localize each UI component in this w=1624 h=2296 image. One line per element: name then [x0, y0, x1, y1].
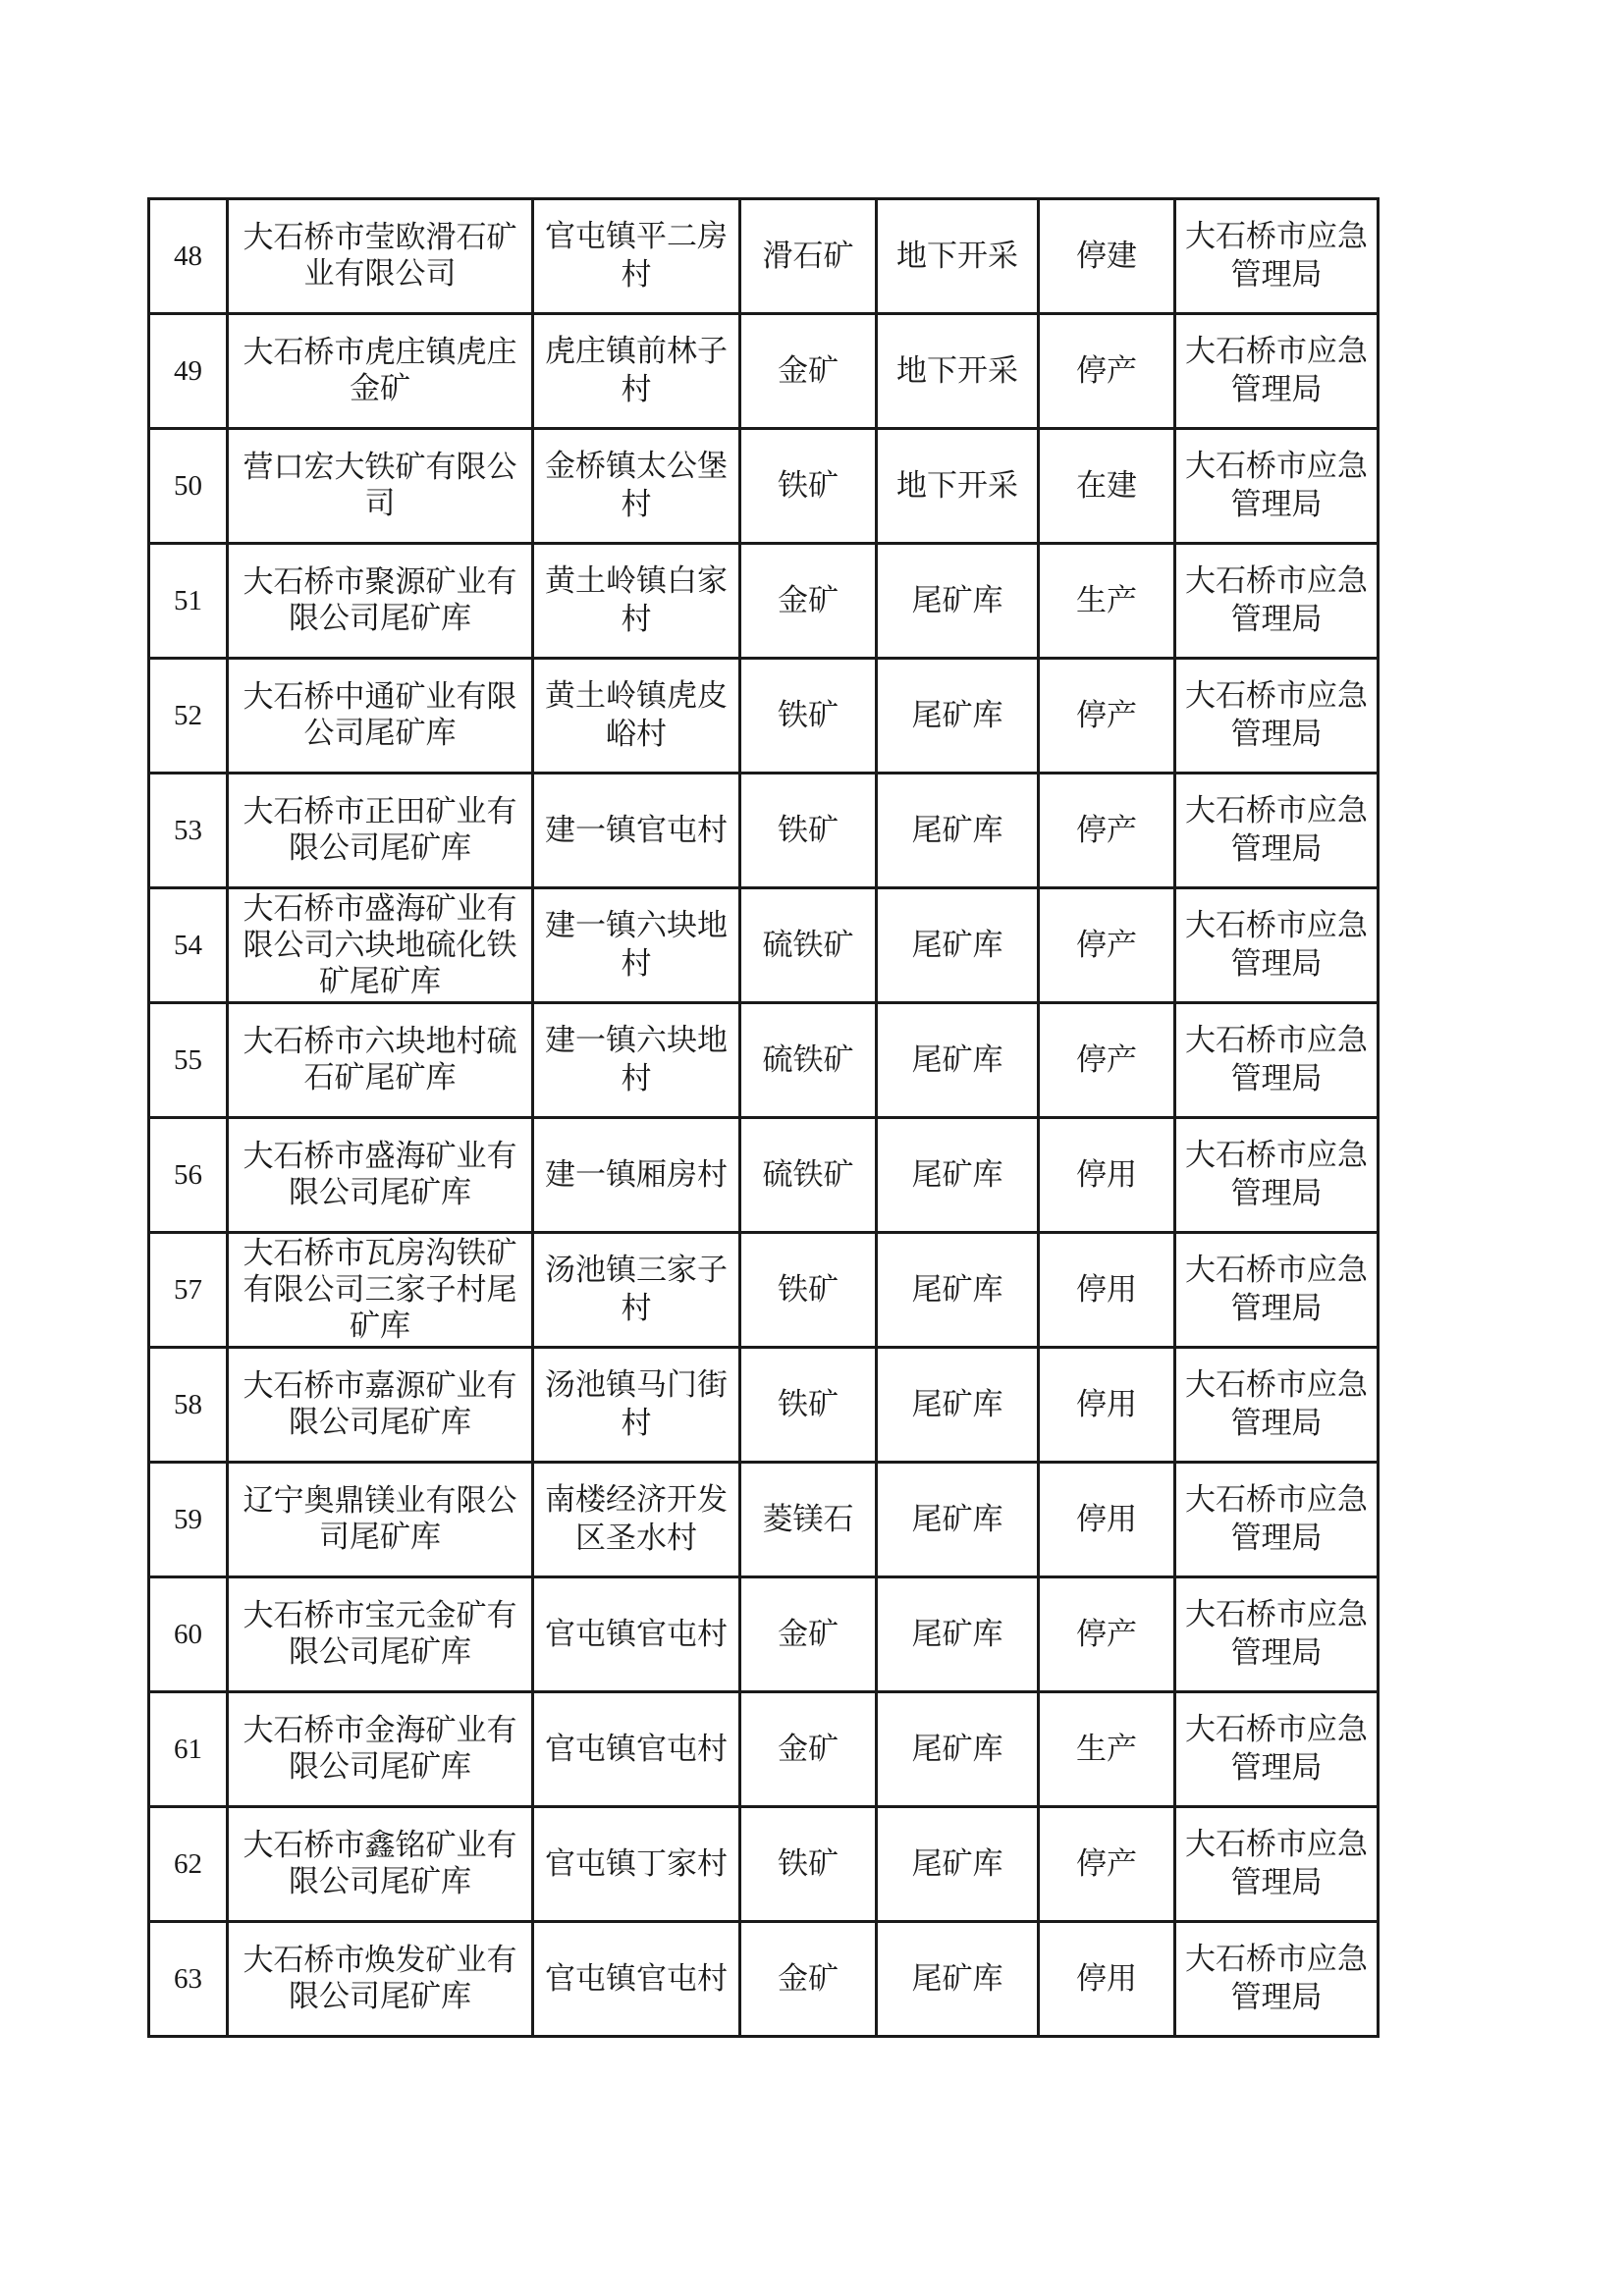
company-name-cell — [228, 1463, 533, 1577]
operation-status: 停用 — [1076, 1386, 1137, 1422]
row-number-cell — [149, 1807, 228, 1922]
row-number-cell — [149, 1233, 228, 1348]
location: 汤池镇马门街村 — [545, 1367, 728, 1441]
row-number: 51 — [174, 584, 202, 616]
company-name: 大石桥市聚源矿业有限公司尾矿库 — [243, 564, 517, 636]
mineral-type-cell — [740, 1463, 877, 1577]
mineral-type-cell — [740, 544, 877, 659]
mining-method-cell — [877, 659, 1039, 774]
company-name: 大石桥市瓦房沟铁矿有限公司三家子村尾矿库 — [243, 1235, 517, 1344]
mining-method-cell — [877, 774, 1039, 888]
operation-status-cell — [1039, 1463, 1175, 1577]
mineral-type: 滑石矿 — [762, 238, 854, 274]
operation-status: 停产 — [1076, 1845, 1137, 1882]
mineral-type: 铁矿 — [778, 1845, 839, 1882]
operation-status-cell — [1039, 1118, 1175, 1233]
supervising-authority: 大石桥市应急管理局 — [1185, 1712, 1368, 1786]
supervising-authority-cell — [1175, 544, 1379, 659]
location-cell — [533, 314, 740, 429]
mineral-type-cell — [740, 1118, 877, 1233]
mining-method: 尾矿库 — [911, 1731, 1003, 1767]
table-row — [149, 1807, 1379, 1922]
operation-status: 停用 — [1076, 1271, 1137, 1308]
mining-method: 尾矿库 — [911, 582, 1003, 618]
table-row — [149, 1922, 1379, 2037]
supervising-authority: 大石桥市应急管理局 — [1185, 1367, 1368, 1441]
location-cell — [533, 429, 740, 544]
operation-status: 在建 — [1076, 467, 1137, 504]
location-cell — [533, 659, 740, 774]
location-cell — [533, 1807, 740, 1922]
location: 建一镇厢房村 — [545, 1156, 728, 1193]
mineral-type-cell — [740, 774, 877, 888]
mining-method: 地下开采 — [896, 467, 1018, 504]
table-row — [149, 774, 1379, 888]
mineral-type-cell — [740, 888, 877, 1003]
location-cell — [533, 1233, 740, 1348]
supervising-authority: 大石桥市应急管理局 — [1185, 563, 1368, 637]
supervising-authority: 大石桥市应急管理局 — [1185, 1482, 1368, 1556]
row-number: 62 — [174, 1847, 202, 1880]
operation-status-cell — [1039, 659, 1175, 774]
location-cell — [533, 1692, 740, 1807]
company-name-cell — [228, 659, 533, 774]
row-number: 63 — [174, 1962, 202, 1995]
operation-status-cell — [1039, 1692, 1175, 1807]
location-cell — [533, 1463, 740, 1577]
row-number: 60 — [174, 1618, 202, 1650]
row-number: 53 — [174, 814, 202, 846]
location: 黄土岭镇白家村 — [545, 563, 728, 637]
location: 建一镇官屯村 — [545, 812, 728, 848]
company-name-cell — [228, 314, 533, 429]
operation-status-cell — [1039, 1577, 1175, 1692]
supervising-authority: 大石桥市应急管理局 — [1185, 1253, 1368, 1326]
company-name: 大石桥市正田矿业有限公司尾矿库 — [243, 794, 517, 866]
row-number-cell — [149, 199, 228, 314]
location-cell — [533, 199, 740, 314]
mining-method: 尾矿库 — [911, 1041, 1003, 1078]
mineral-type-cell — [740, 1922, 877, 2037]
row-number: 52 — [174, 699, 202, 731]
row-number: 50 — [174, 469, 202, 502]
mining-method: 尾矿库 — [911, 1501, 1003, 1537]
company-name: 大石桥市嘉源矿业有限公司尾矿库 — [243, 1368, 517, 1440]
row-number-cell — [149, 1577, 228, 1692]
operation-status: 停用 — [1076, 1960, 1137, 1997]
row-number: 48 — [174, 240, 202, 272]
company-name-cell — [228, 544, 533, 659]
mineral-type: 硫铁矿 — [762, 1156, 854, 1193]
company-name-cell — [228, 1003, 533, 1118]
supervising-authority-cell — [1175, 1233, 1379, 1348]
mineral-type-cell — [740, 199, 877, 314]
company-name: 大石桥市金海矿业有限公司尾矿库 — [243, 1713, 517, 1785]
row-number: 58 — [174, 1388, 202, 1420]
supervising-authority-cell — [1175, 774, 1379, 888]
operation-status: 生产 — [1076, 1731, 1137, 1767]
operation-status: 停产 — [1076, 1616, 1137, 1652]
operation-status: 停产 — [1076, 1041, 1137, 1078]
location: 汤池镇三家子村 — [545, 1253, 728, 1326]
location: 官屯镇官屯村 — [545, 1731, 728, 1767]
operation-status-cell — [1039, 199, 1175, 314]
mineral-type: 硫铁矿 — [762, 1041, 854, 1078]
company-name-cell — [228, 774, 533, 888]
row-number: 57 — [174, 1273, 202, 1306]
supervising-authority-cell — [1175, 888, 1379, 1003]
operation-status: 停产 — [1076, 927, 1137, 963]
location: 官屯镇官屯村 — [545, 1616, 728, 1652]
table-row — [149, 544, 1379, 659]
mineral-type: 金矿 — [778, 582, 839, 618]
mineral-type-cell — [740, 1577, 877, 1692]
mineral-type-cell — [740, 1692, 877, 1807]
mineral-type: 金矿 — [778, 1731, 839, 1767]
operation-status-cell — [1039, 1922, 1175, 2037]
mineral-type-cell — [740, 659, 877, 774]
supervising-authority: 大石桥市应急管理局 — [1185, 1942, 1368, 2015]
mine-table — [147, 197, 1380, 2038]
mineral-type: 铁矿 — [778, 697, 839, 733]
mining-method-cell — [877, 1692, 1039, 1807]
table-row — [149, 1692, 1379, 1807]
row-number-cell — [149, 1003, 228, 1118]
location-cell — [533, 1348, 740, 1463]
company-name-cell — [228, 1692, 533, 1807]
row-number: 59 — [174, 1503, 202, 1535]
location-cell — [533, 1577, 740, 1692]
supervising-authority-cell — [1175, 1003, 1379, 1118]
company-name: 大石桥市虎庄镇虎庄金矿 — [243, 335, 517, 406]
company-name: 大石桥市宝元金矿有限公司尾矿库 — [243, 1598, 517, 1670]
location: 金桥镇太公堡村 — [545, 449, 728, 522]
location-cell — [533, 544, 740, 659]
table-row — [149, 199, 1379, 314]
operation-status-cell — [1039, 1348, 1175, 1463]
mineral-type: 金矿 — [778, 1960, 839, 1997]
mining-method-cell — [877, 1807, 1039, 1922]
supervising-authority: 大石桥市应急管理局 — [1185, 449, 1368, 522]
mineral-type-cell — [740, 1003, 877, 1118]
operation-status: 停产 — [1076, 352, 1137, 389]
row-number: 61 — [174, 1733, 202, 1765]
location: 建一镇六块地村 — [545, 1023, 728, 1096]
mining-method: 尾矿库 — [911, 1845, 1003, 1882]
supervising-authority: 大石桥市应急管理局 — [1185, 908, 1368, 982]
table-row — [149, 1348, 1379, 1463]
table-row — [149, 888, 1379, 1003]
company-name: 大石桥市莹欧滑石矿业有限公司 — [243, 220, 517, 292]
operation-status: 停用 — [1076, 1156, 1137, 1193]
supervising-authority-cell — [1175, 1692, 1379, 1807]
supervising-authority-cell — [1175, 314, 1379, 429]
mineral-type: 铁矿 — [778, 467, 839, 504]
supervising-authority: 大石桥市应急管理局 — [1185, 1827, 1368, 1900]
row-number-cell — [149, 1692, 228, 1807]
mineral-type: 金矿 — [778, 1616, 839, 1652]
mineral-type: 金矿 — [778, 352, 839, 389]
supervising-authority: 大石桥市应急管理局 — [1185, 334, 1368, 407]
mineral-type-cell — [740, 1807, 877, 1922]
mineral-type-cell — [740, 429, 877, 544]
location: 虎庄镇前林子村 — [545, 334, 728, 407]
supervising-authority-cell — [1175, 1922, 1379, 2037]
operation-status-cell — [1039, 1233, 1175, 1348]
mineral-type: 铁矿 — [778, 812, 839, 848]
table-row — [149, 659, 1379, 774]
row-number-cell — [149, 429, 228, 544]
location-cell — [533, 1118, 740, 1233]
mineral-type-cell — [740, 1233, 877, 1348]
company-name-cell — [228, 1577, 533, 1692]
operation-status-cell — [1039, 544, 1175, 659]
mineral-type: 硫铁矿 — [762, 927, 854, 963]
row-number: 55 — [174, 1043, 202, 1076]
mineral-type: 铁矿 — [778, 1386, 839, 1422]
row-number-cell — [149, 659, 228, 774]
table-row — [149, 1577, 1379, 1692]
supervising-authority: 大石桥市应急管理局 — [1185, 219, 1368, 293]
operation-status-cell — [1039, 429, 1175, 544]
row-number-cell — [149, 544, 228, 659]
mining-method-cell — [877, 1463, 1039, 1577]
company-name: 大石桥市焕发矿业有限公司尾矿库 — [243, 1943, 517, 2014]
company-name: 大石桥市鑫铭矿业有限公司尾矿库 — [243, 1828, 517, 1899]
table-row — [149, 314, 1379, 429]
row-number-cell — [149, 1118, 228, 1233]
supervising-authority: 大石桥市应急管理局 — [1185, 1597, 1368, 1671]
company-name-cell — [228, 1922, 533, 2037]
mineral-type: 菱镁石 — [762, 1501, 854, 1537]
location: 黄土岭镇虎皮峪村 — [545, 678, 728, 752]
supervising-authority-cell — [1175, 1348, 1379, 1463]
location: 南楼经济开发区圣水村 — [545, 1482, 728, 1556]
mining-method: 尾矿库 — [911, 1156, 1003, 1193]
supervising-authority-cell — [1175, 1577, 1379, 1692]
mining-method-cell — [877, 1233, 1039, 1348]
location-cell — [533, 1922, 740, 2037]
company-name-cell — [228, 1118, 533, 1233]
operation-status: 生产 — [1076, 582, 1137, 618]
mining-method: 地下开采 — [896, 238, 1018, 274]
company-name: 大石桥市盛海矿业有限公司尾矿库 — [243, 1139, 517, 1210]
operation-status-cell — [1039, 1807, 1175, 1922]
supervising-authority: 大石桥市应急管理局 — [1185, 1023, 1368, 1096]
mineral-type-cell — [740, 314, 877, 429]
location: 官屯镇平二房村 — [545, 219, 728, 293]
company-name: 辽宁奥鼎镁业有限公司尾矿库 — [243, 1483, 517, 1555]
operation-status: 停建 — [1076, 238, 1137, 274]
row-number: 49 — [174, 354, 202, 387]
supervising-authority-cell — [1175, 1463, 1379, 1577]
company-name: 营口宏大铁矿有限公司 — [243, 450, 517, 521]
mining-method: 地下开采 — [896, 352, 1018, 389]
row-number-cell — [149, 774, 228, 888]
mining-method-cell — [877, 544, 1039, 659]
table-row — [149, 1233, 1379, 1348]
mining-method-cell — [877, 314, 1039, 429]
supervising-authority-cell — [1175, 429, 1379, 544]
supervising-authority: 大石桥市应急管理局 — [1185, 678, 1368, 752]
mining-method-cell — [877, 1003, 1039, 1118]
table-body — [149, 199, 1379, 2037]
location: 建一镇六块地村 — [545, 908, 728, 982]
table-row — [149, 1463, 1379, 1577]
operation-status-cell — [1039, 888, 1175, 1003]
mining-method: 尾矿库 — [911, 697, 1003, 733]
mining-method-cell — [877, 1348, 1039, 1463]
supervising-authority-cell — [1175, 199, 1379, 314]
table-row — [149, 1118, 1379, 1233]
row-number-cell — [149, 1348, 228, 1463]
mining-method-cell — [877, 1922, 1039, 2037]
company-name: 大石桥市盛海矿业有限公司六块地硫化铁矿尾矿库 — [243, 890, 517, 999]
company-name-cell — [228, 888, 533, 1003]
supervising-authority: 大石桥市应急管理局 — [1185, 793, 1368, 867]
mining-method: 尾矿库 — [911, 1271, 1003, 1308]
table-row — [149, 1003, 1379, 1118]
company-name-cell — [228, 1233, 533, 1348]
row-number-cell — [149, 314, 228, 429]
table-row — [149, 429, 1379, 544]
supervising-authority-cell — [1175, 1118, 1379, 1233]
mining-method-cell — [877, 429, 1039, 544]
mineral-type-cell — [740, 1348, 877, 1463]
row-number-cell — [149, 1463, 228, 1577]
company-name-cell — [228, 429, 533, 544]
mining-method: 尾矿库 — [911, 1386, 1003, 1422]
operation-status: 停产 — [1076, 812, 1137, 848]
mining-method: 尾矿库 — [911, 1616, 1003, 1652]
company-name-cell — [228, 1348, 533, 1463]
operation-status-cell — [1039, 774, 1175, 888]
operation-status: 停产 — [1076, 697, 1137, 733]
mining-method-cell — [877, 199, 1039, 314]
operation-status-cell — [1039, 1003, 1175, 1118]
row-number: 54 — [174, 929, 202, 961]
mineral-type: 铁矿 — [778, 1271, 839, 1308]
supervising-authority-cell — [1175, 1807, 1379, 1922]
row-number-cell — [149, 888, 228, 1003]
supervising-authority: 大石桥市应急管理局 — [1185, 1138, 1368, 1211]
location-cell — [533, 888, 740, 1003]
supervising-authority-cell — [1175, 659, 1379, 774]
location: 官屯镇丁家村 — [545, 1845, 728, 1882]
mining-method-cell — [877, 888, 1039, 1003]
company-name-cell — [228, 199, 533, 314]
operation-status-cell — [1039, 314, 1175, 429]
row-number: 56 — [174, 1158, 202, 1191]
location-cell — [533, 774, 740, 888]
company-name: 大石桥市六块地村硫石矿尾矿库 — [243, 1024, 517, 1095]
location-cell — [533, 1003, 740, 1118]
company-name: 大石桥中通矿业有限公司尾矿库 — [243, 679, 517, 751]
company-name-cell — [228, 1807, 533, 1922]
mining-method-cell — [877, 1118, 1039, 1233]
mining-method: 尾矿库 — [911, 1960, 1003, 1997]
location: 官屯镇官屯村 — [545, 1960, 728, 1997]
mining-method: 尾矿库 — [911, 927, 1003, 963]
mining-method: 尾矿库 — [911, 812, 1003, 848]
mining-method-cell — [877, 1577, 1039, 1692]
row-number-cell — [149, 1922, 228, 2037]
operation-status: 停用 — [1076, 1501, 1137, 1537]
